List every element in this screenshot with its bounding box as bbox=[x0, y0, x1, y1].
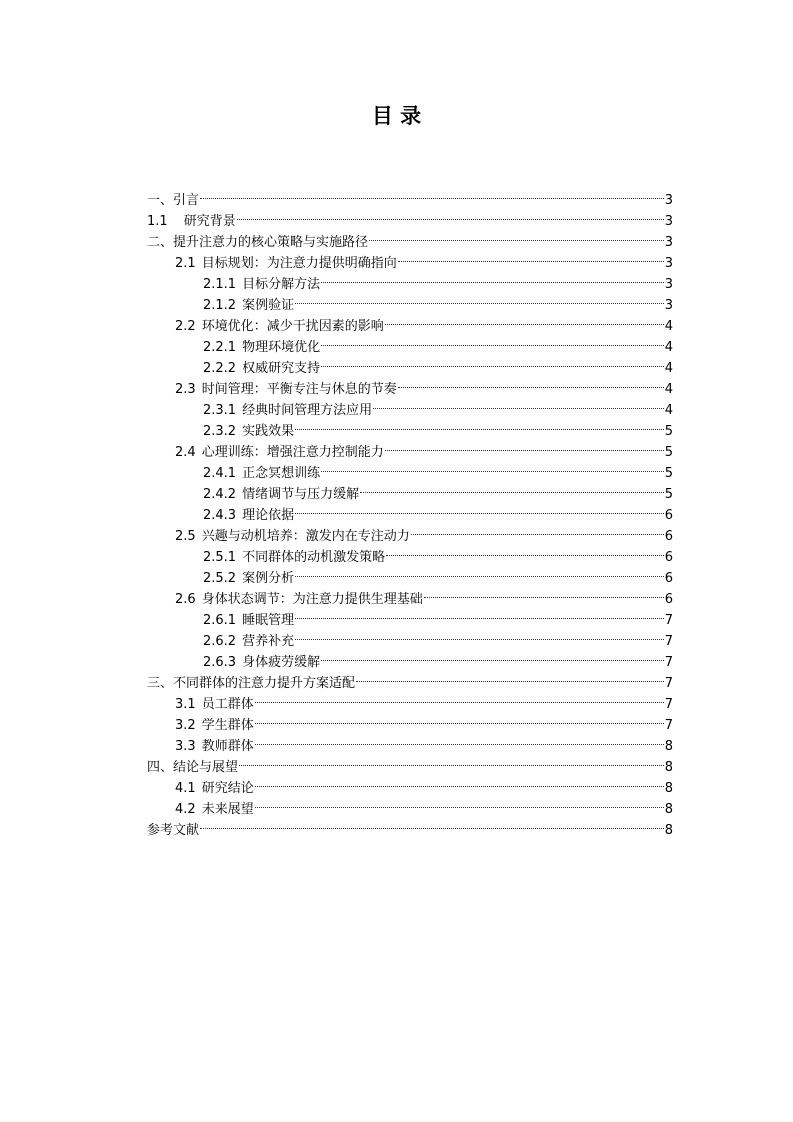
toc-entry-number: 2.6.2 bbox=[203, 634, 237, 649]
toc-entry-text: 目标分解方法 bbox=[242, 277, 321, 292]
dot-leader bbox=[295, 498, 664, 519]
toc-entry-number: 4.1 bbox=[175, 781, 196, 796]
dot-leader bbox=[237, 204, 664, 225]
toc-entry-text: 案例分析 bbox=[242, 571, 295, 586]
toc-entry-text: 身体疲劳缓解 bbox=[242, 655, 321, 670]
toc-entry-text: 经典时间管理方法应用 bbox=[242, 403, 373, 418]
toc-entry-page-number: 7 bbox=[664, 676, 673, 691]
toc-entry-number: 3.2 bbox=[175, 718, 196, 733]
dot-leader bbox=[295, 414, 664, 435]
toc-entry-text: 营养补充 bbox=[242, 634, 295, 649]
dot-leader bbox=[398, 246, 664, 267]
toc-entry-number: 2.5 bbox=[175, 529, 196, 544]
toc-entry[interactable] bbox=[147, 813, 673, 838]
dot-leader bbox=[424, 582, 664, 603]
toc-entry-number: 2.1 bbox=[175, 256, 196, 271]
toc-entry-page-number: 8 bbox=[664, 739, 673, 754]
toc-entry-page-number: 3 bbox=[664, 235, 673, 250]
dot-leader bbox=[321, 645, 664, 666]
dot-leader bbox=[295, 561, 664, 582]
toc-entry-text: 研究结论 bbox=[201, 781, 254, 796]
toc-entry-page-number: 5 bbox=[664, 424, 673, 439]
toc-entry-text: 一、引言 bbox=[147, 193, 200, 208]
toc-entry-text: 身体状态调节：为注意力提供生理基础 bbox=[201, 592, 423, 607]
toc-entry-page-number: 8 bbox=[664, 823, 673, 838]
toc-entry-page-number: 5 bbox=[664, 487, 673, 502]
toc-entry-text: 物理环境优化 bbox=[242, 340, 321, 355]
toc-entry-text: 环境优化：减少干扰因素的影响 bbox=[201, 319, 384, 334]
toc-entry-number: 3.3 bbox=[175, 739, 196, 754]
dot-leader bbox=[295, 624, 664, 645]
toc-entry-number: 2.4.1 bbox=[203, 466, 237, 481]
toc-title: 目 录 bbox=[371, 104, 422, 128]
dot-leader bbox=[411, 519, 664, 540]
toc-entry-page-number: 4 bbox=[664, 319, 673, 334]
toc-entry-number: 2.4 bbox=[175, 445, 196, 460]
toc-entry-text: 参考文献 bbox=[147, 823, 200, 838]
toc-entry-number: 2.1.1 bbox=[203, 277, 237, 292]
toc-entry-page-number: 7 bbox=[664, 613, 673, 628]
toc-entry-page-number: 8 bbox=[664, 760, 673, 775]
toc-entry-text: 研究背景 bbox=[183, 214, 236, 229]
dot-leader bbox=[255, 792, 664, 813]
toc-entry-number: 2.2 bbox=[175, 319, 196, 334]
toc-entry-number: 1.1 bbox=[147, 214, 168, 229]
dot-leader bbox=[255, 687, 664, 708]
toc-entry-number: 2.2.1 bbox=[203, 340, 237, 355]
toc-entry-page-number: 5 bbox=[664, 445, 673, 460]
toc-entry-page-number: 6 bbox=[664, 508, 673, 523]
toc-entry-text: 心理训练：增强注意力控制能力 bbox=[201, 445, 384, 460]
dot-leader bbox=[369, 225, 664, 246]
toc-entry-number: 2.4.2 bbox=[203, 487, 237, 502]
toc-entry-text: 不同群体的动机激发策略 bbox=[242, 550, 386, 565]
dot-leader bbox=[200, 183, 664, 204]
toc-entry-page-number: 6 bbox=[664, 529, 673, 544]
toc-entry-number: 3.1 bbox=[175, 697, 196, 712]
toc-entry-page-number: 7 bbox=[664, 655, 673, 670]
dot-leader bbox=[255, 771, 664, 792]
toc-entry-number: 2.6 bbox=[175, 592, 196, 607]
toc-entry-page-number: 8 bbox=[664, 781, 673, 796]
toc-entry-number: 2.2.2 bbox=[203, 361, 237, 376]
dot-leader bbox=[385, 309, 664, 330]
toc-entry-number: 2.5.1 bbox=[203, 550, 237, 565]
dot-leader bbox=[255, 729, 664, 750]
toc-entry-text: 理论依据 bbox=[242, 508, 295, 523]
toc-entry-page-number: 8 bbox=[664, 802, 673, 817]
toc-entry-text: 教师群体 bbox=[201, 739, 254, 754]
toc-entry-text: 案例验证 bbox=[242, 298, 295, 313]
toc-entry-text: 正念冥想训练 bbox=[242, 466, 321, 481]
dot-leader bbox=[255, 708, 664, 729]
toc-entry-text: 权威研究支持 bbox=[242, 361, 321, 376]
toc-entry-page-number: 7 bbox=[664, 634, 673, 649]
toc-entry-text: 兴趣与动机培养：激发内在专注动力 bbox=[201, 529, 410, 544]
toc-entry-page-number: 3 bbox=[664, 193, 673, 208]
dot-leader bbox=[321, 330, 664, 351]
toc-entry-number: 2.3.2 bbox=[203, 424, 237, 439]
toc-entry-page-number: 3 bbox=[664, 256, 673, 271]
toc-entry-page-number: 6 bbox=[664, 550, 673, 565]
toc-entry-page-number: 3 bbox=[664, 277, 673, 292]
toc-entry-number: 2.5.2 bbox=[203, 571, 237, 586]
toc-entry-text: 二、提升注意力的核心策略与实施路径 bbox=[147, 235, 369, 250]
dot-leader bbox=[356, 666, 664, 687]
dot-leader bbox=[239, 750, 664, 771]
toc-entry-number: 2.4.3 bbox=[203, 508, 237, 523]
toc-entry-page-number: 5 bbox=[664, 466, 673, 481]
dot-leader bbox=[373, 393, 664, 414]
toc-entry-page-number: 3 bbox=[664, 214, 673, 229]
dot-leader bbox=[295, 288, 664, 309]
dot-leader bbox=[321, 456, 664, 477]
toc-entry-text: 情绪调节与压力缓解 bbox=[242, 487, 360, 502]
toc-entry-text: 睡眠管理 bbox=[242, 613, 295, 628]
toc-entry-text: 实践效果 bbox=[242, 424, 295, 439]
toc-entry-text: 目标规划：为注意力提供明确指向 bbox=[201, 256, 397, 271]
dot-leader bbox=[321, 267, 664, 288]
toc-entry-text: 时间管理：平衡专注与休息的节奏 bbox=[201, 382, 397, 397]
dot-leader bbox=[200, 813, 664, 834]
toc-entry-number: 2.3.1 bbox=[203, 403, 237, 418]
dot-leader bbox=[360, 477, 664, 498]
dot-leader bbox=[385, 435, 664, 456]
toc-entry-page-number: 4 bbox=[664, 403, 673, 418]
dot-leader bbox=[386, 540, 664, 561]
toc-entry-number: 2.1.2 bbox=[203, 298, 237, 313]
toc-entry-number: 2.6.3 bbox=[203, 655, 237, 670]
dot-leader bbox=[295, 603, 664, 624]
table-of-contents bbox=[147, 183, 673, 838]
toc-entry-page-number: 6 bbox=[664, 571, 673, 586]
toc-entry-text: 员工群体 bbox=[201, 697, 254, 712]
toc-entry-text: 学生群体 bbox=[201, 718, 254, 733]
toc-entry-page-number: 3 bbox=[664, 298, 673, 313]
toc-entry-page-number: 4 bbox=[664, 340, 673, 355]
dot-leader bbox=[321, 351, 664, 372]
toc-entry-number: 2.3 bbox=[175, 382, 196, 397]
toc-entry-text: 三、不同群体的注意力提升方案适配 bbox=[147, 676, 356, 691]
toc-entry-number: 4.2 bbox=[175, 802, 196, 817]
toc-entry-page-number: 4 bbox=[664, 382, 673, 397]
toc-entry-page-number: 6 bbox=[664, 592, 673, 607]
toc-entry[interactable] bbox=[147, 204, 673, 229]
toc-entry-text: 未来展望 bbox=[201, 802, 254, 817]
dot-leader bbox=[398, 372, 664, 393]
toc-entry-text: 四、结论与展望 bbox=[147, 760, 239, 775]
toc-entry-page-number: 7 bbox=[664, 718, 673, 733]
toc-entry-page-number: 7 bbox=[664, 697, 673, 712]
toc-entry-page-number: 4 bbox=[664, 361, 673, 376]
toc-entry[interactable] bbox=[147, 183, 673, 208]
toc-entry-number: 2.6.1 bbox=[203, 613, 237, 628]
